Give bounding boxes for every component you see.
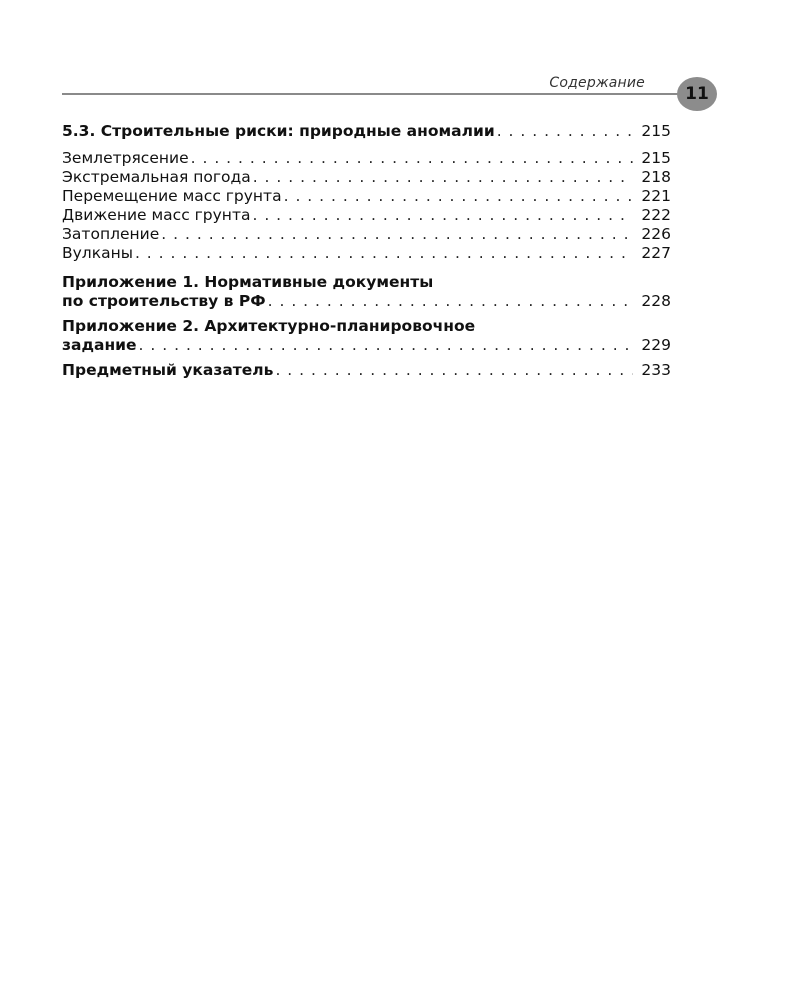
- page-number-badge: 11: [677, 77, 717, 111]
- appendix-1-entry: [62, 292, 671, 311]
- toc-item-page: 221: [641, 187, 671, 205]
- appendix-2-entry: [62, 336, 671, 355]
- toc-item-page: 226: [641, 225, 671, 243]
- dot-leader: [253, 168, 633, 187]
- toc-item-title: Затопление: [62, 225, 160, 243]
- toc-item-page: 218: [641, 168, 671, 186]
- toc-item: [62, 168, 671, 187]
- toc-item: [62, 187, 671, 206]
- toc-item-title: Экстремальная погода: [62, 168, 251, 186]
- subject-index-title: Предметный указатель: [62, 361, 274, 379]
- dot-leader: [252, 206, 633, 225]
- toc-item-title: Вулканы: [62, 244, 133, 262]
- toc-item-page: 227: [641, 244, 671, 262]
- dot-leader: [275, 361, 633, 380]
- toc-item: [62, 149, 671, 168]
- toc-item: [62, 206, 671, 225]
- header-rule: [62, 93, 682, 95]
- appendix-2-title-line1: Приложение 2. Архитектурно-планировочное: [62, 317, 476, 335]
- toc-section-page: 215: [641, 122, 671, 140]
- toc-item-title: Перемещение масс грунта: [62, 187, 282, 205]
- dot-leader: [284, 187, 633, 206]
- appendix-1-title-line1: Приложение 1. Нормативные документы: [62, 273, 434, 291]
- subject-index-entry: [62, 361, 671, 380]
- dot-leader: [268, 292, 633, 311]
- toc-section-title: 5.3. Строительные риски: природные аномалии: [62, 122, 495, 140]
- toc-item-page: 222: [641, 206, 671, 224]
- dot-leader: [139, 336, 633, 355]
- page-header: [0, 0, 800, 120]
- appendix-2-page: 229: [641, 336, 671, 354]
- subject-index-page: 233: [641, 361, 671, 379]
- dot-leader: [161, 225, 633, 244]
- appendix-2-title-line2: задание: [62, 336, 137, 354]
- toc-item: [62, 244, 671, 263]
- appendix-1-page: 228: [641, 292, 671, 310]
- toc-section-entry: [62, 122, 671, 141]
- dot-leader: [191, 149, 633, 168]
- toc-item-page: 215: [641, 149, 671, 167]
- appendix-1-title-line2: по строительству в РФ: [62, 292, 266, 310]
- dot-leader: [497, 122, 633, 141]
- running-header-title: Содержание: [549, 75, 645, 91]
- toc-item-title: Движение масс грунта: [62, 206, 251, 224]
- table-of-contents: [62, 122, 671, 380]
- dot-leader: [135, 244, 633, 263]
- toc-item: [62, 225, 671, 244]
- toc-item-title: Землетрясение: [62, 149, 189, 167]
